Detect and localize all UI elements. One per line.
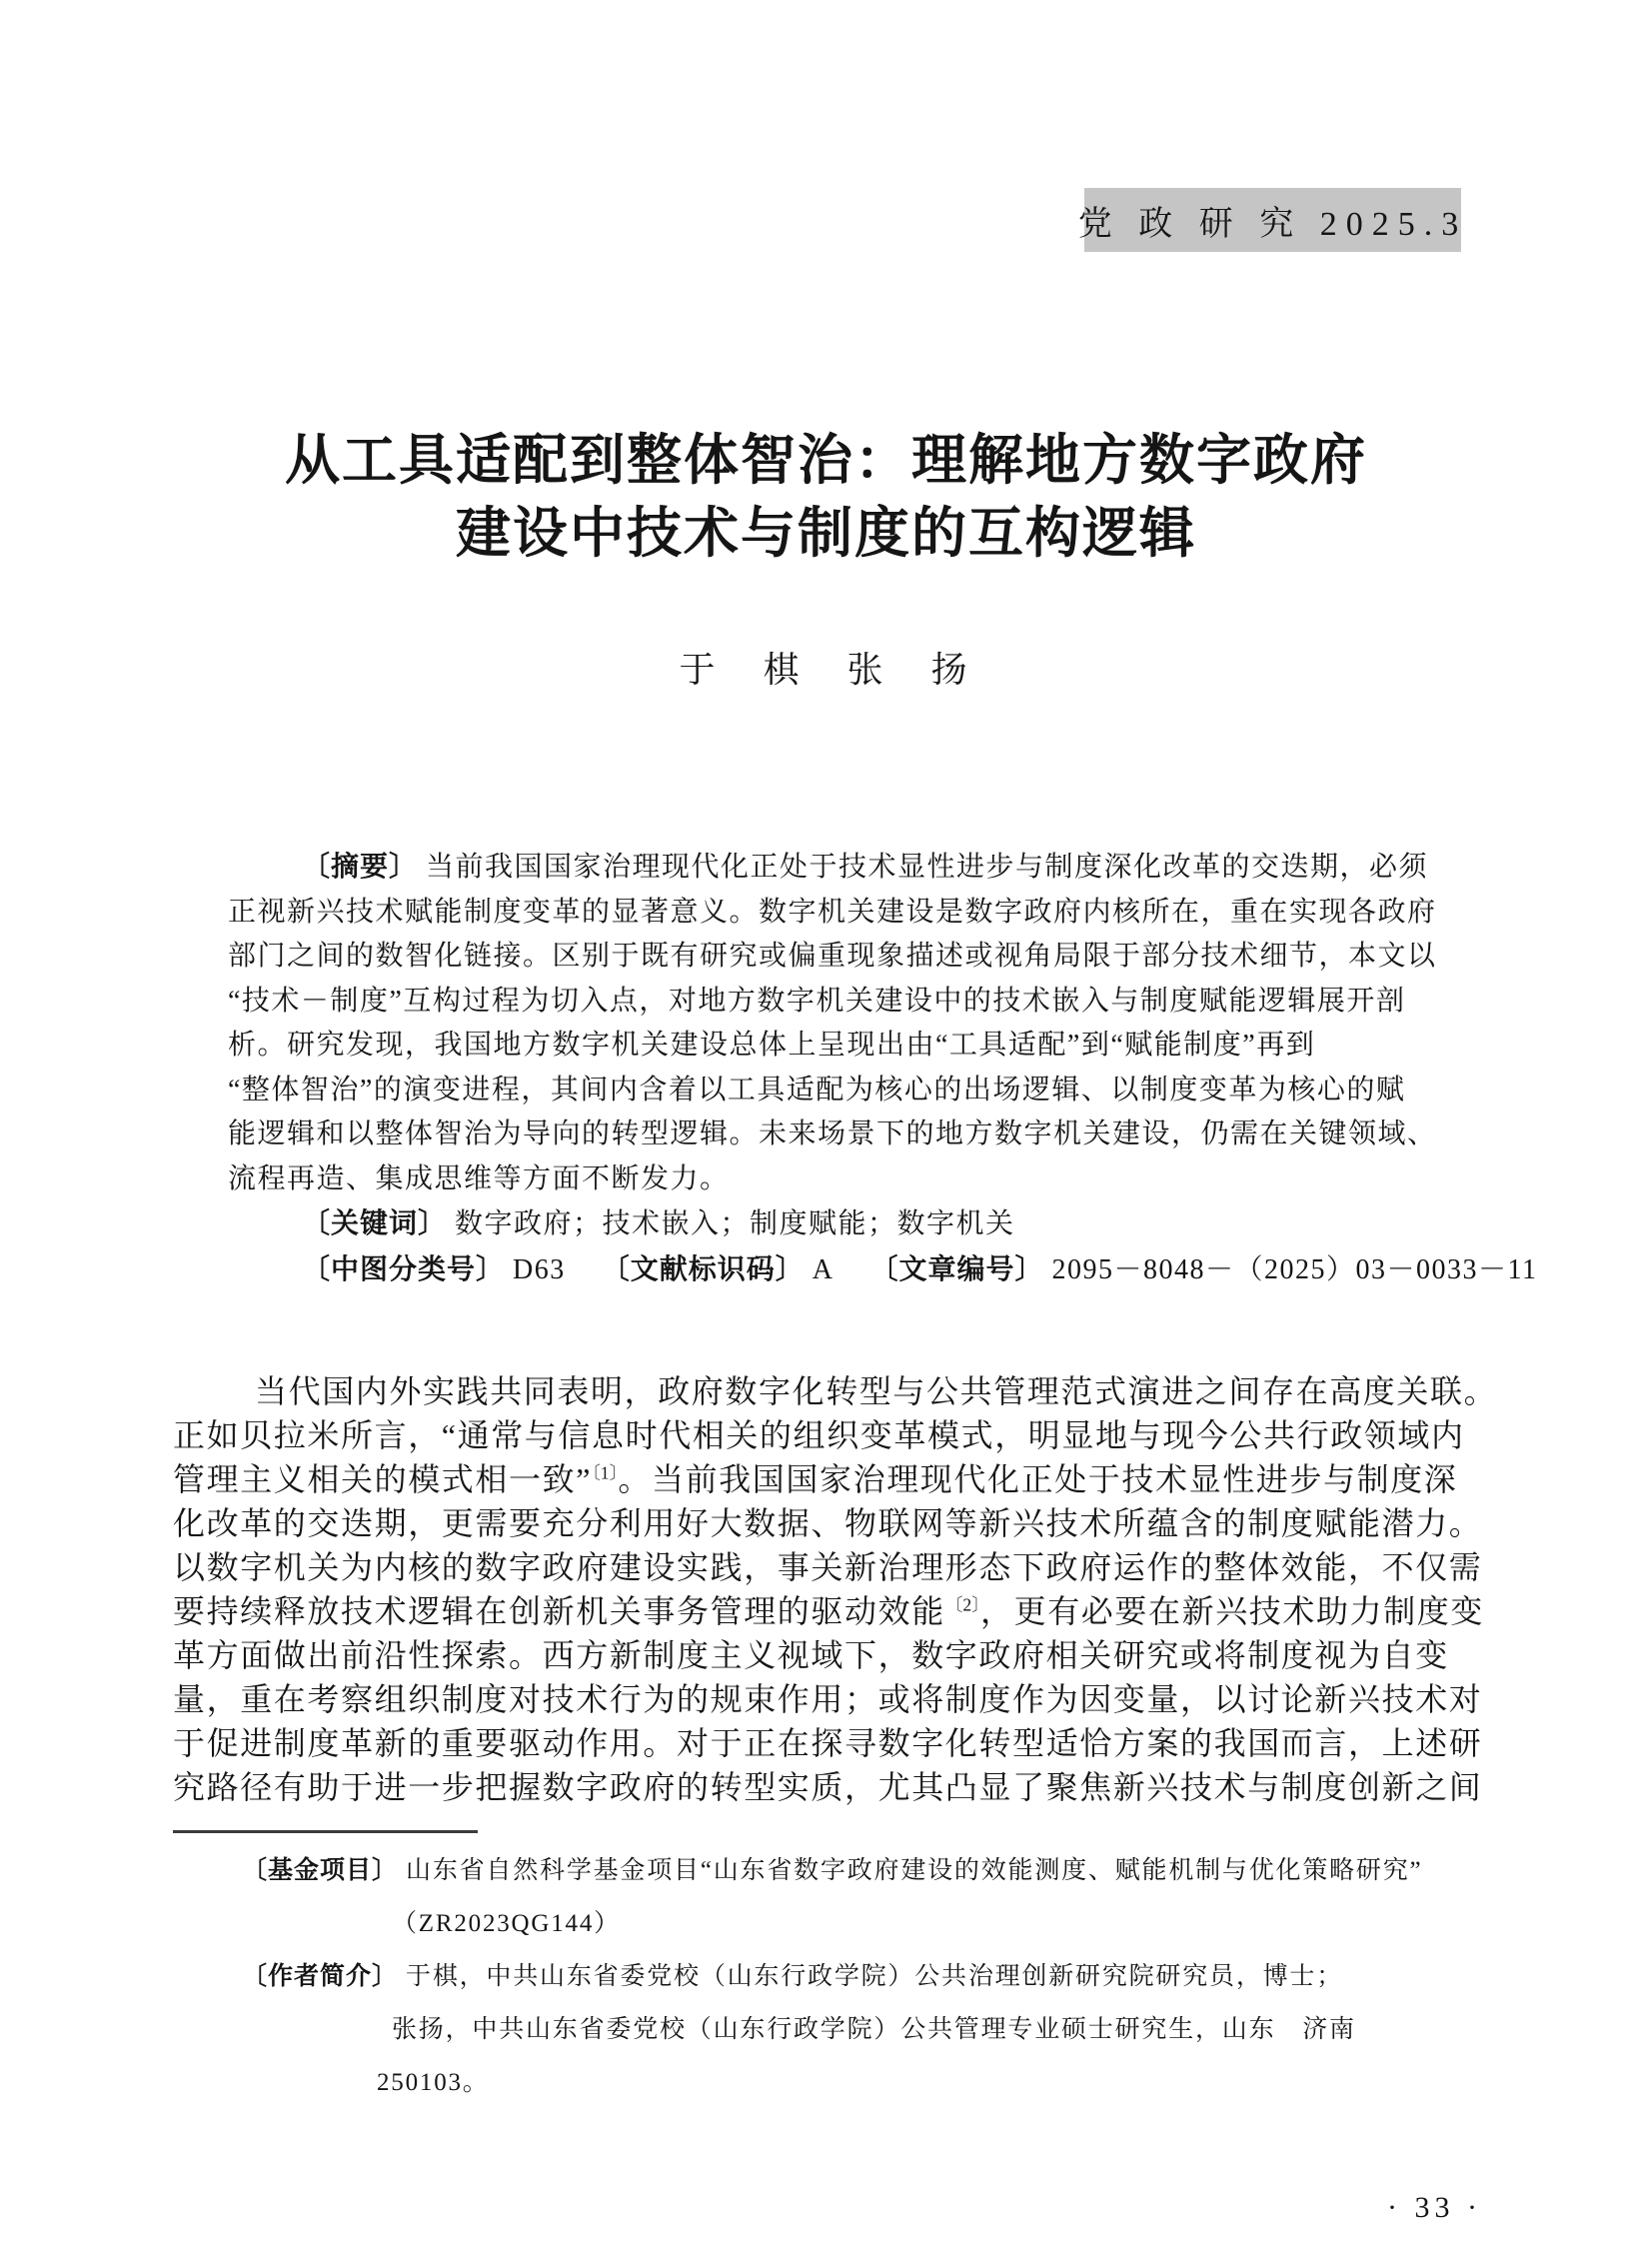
article-id-label: 〔文章编号〕 <box>869 1252 1044 1284</box>
fund-project-label: 〔基金项目〕 <box>242 1856 399 1884</box>
citation-ref-2: 〔2〕 <box>944 1594 980 1615</box>
clc-value: D63 <box>513 1253 566 1285</box>
body-paragraph <box>173 1369 1502 1809</box>
body-line: 化改革的交迭期，更需要充分利用好大数据、物联网等新兴技术所蕴含的制度赋能潜力。 <box>173 1505 1483 1541</box>
abstract-line: “整体智治”的演变进程，其间内含着以工具适配为核心的出场逻辑、以制度变革为核心的赋 <box>228 1074 1406 1106</box>
abstract-line: 流程再造、集成思维等方面不断发力。 <box>228 1162 730 1194</box>
body-text: 要持续释放技术逻辑在创新机关事务管理的驱动效能 <box>173 1593 945 1629</box>
abstract-line: “技术－制度”互构过程为切入点，对地方数字机关建设中的技术嵌入与制度赋能逻辑展开剖 <box>228 985 1406 1017</box>
journal-name-issue: 党 政 研 究 2025.3 <box>1077 205 1468 243</box>
abstract-line: 能逻辑和以整体智治为导向的转型逻辑。未来场景下的地方数字机关建设，仍需在关键领域、 <box>228 1119 1437 1149</box>
body-text: 。当前我国国家治理现代化正处于技术显性进步与制度深 <box>618 1461 1458 1497</box>
fund-project-line <box>242 1844 1501 1897</box>
keywords-line <box>228 1201 1487 1247</box>
clc-label: 〔中图分类号〕 <box>302 1252 506 1284</box>
body-line: 革方面做出前沿性探索。西方新制度主义视域下，数字政府相关研究或将制度视为自变 <box>173 1637 1449 1673</box>
fund-project-text: 山东省自然科学基金项目“山东省数字政府建设的效能测度、赋能机制与优化策略研究” <box>406 1857 1423 1884</box>
abstract-text: 当前我国国家治理现代化正处于技术显性进步与制度深化改革的交迭期，必须 <box>426 852 1429 883</box>
abstract-line: 部门之间的数智化链接。区别于既有研究或偏重现象描述或视角局限于部分技术细节，本文以 <box>228 941 1437 972</box>
doc-code-label: 〔文献标识码〕 <box>601 1252 805 1284</box>
abstract-line <box>228 845 1487 891</box>
author-bio-line2: 张扬，中共山东省委党校（山东行政学院）公共管理专业硕士研究生，山东 济南 <box>392 2016 1356 2043</box>
abstract-label: 〔摘要〕 <box>302 851 419 882</box>
author-bio-line3: 250103。 <box>377 2069 490 2096</box>
keywords-label: 〔关键词〕 <box>302 1207 448 1238</box>
author-bio-line <box>242 1950 1501 2003</box>
doc-code-group <box>602 1254 834 1285</box>
footnotes-block <box>242 1844 1501 2109</box>
body-line: 究路径有助于进一步把握数字政府的转型实质，尤其凸显了聚焦新兴技术与制度创新之间 <box>173 1769 1483 1805</box>
abstract-line: 正视新兴技术赋能制度变革的显著意义。数字机关建设是数字政府内核所在，重在实现各政府 <box>228 896 1437 928</box>
abstract-block <box>228 845 1538 1292</box>
article-id-value: 2095－8048－（2025）03－0033－11 <box>1051 1253 1538 1285</box>
fund-project-number: （ZR2023QG144） <box>392 1910 621 1937</box>
article-id-group <box>870 1254 1538 1285</box>
clc-group <box>302 1254 566 1285</box>
citation-ref-1: 〔1〕 <box>592 1462 619 1483</box>
doc-code-value: A <box>812 1253 834 1285</box>
body-line: 于促进制度革新的重要驱动作用。对于正在探寻数字化转型适恰方案的我国而言，上述研 <box>173 1725 1483 1761</box>
body-line: 量，重在考察组织制度对技术行为的规束作用；或将制度作为因变量，以讨论新兴技术对 <box>173 1681 1483 1717</box>
article-title-line1: 从工具适配到整体智治：理解地方数字政府 <box>284 430 1367 491</box>
authors: 于 棋 张 扬 <box>679 650 973 690</box>
body-line <box>173 1589 1502 1633</box>
journal-header-banner <box>1077 188 1468 252</box>
body-line: 以数字机关为内核的数字政府建设实践，事关新治理形态下政府运作的整体效能，不仅需 <box>173 1549 1483 1585</box>
author-bio-text: 于棋，中共山东省委党校（山东行政学院）公共治理创新研究院研究员，博士； <box>406 1963 1344 1990</box>
footnote-divider <box>173 1830 478 1833</box>
article-title-line2: 建设中技术与制度的互构逻辑 <box>455 503 1196 564</box>
keywords-text: 数字政府；技术嵌入；制度赋能；数字机关 <box>455 1208 1015 1239</box>
body-text: 管理主义相关的模式相一致” <box>173 1461 593 1497</box>
classification-line <box>228 1247 1538 1293</box>
page-number: · 33 · <box>1387 2191 1482 2224</box>
article-title <box>0 424 1652 570</box>
body-line: 当代国内外实践共同表明，政府数字化转型与公共管理范式演进之间存在高度关联。 <box>255 1373 1498 1409</box>
abstract-line: 析。研究发现，我国地方数字机关建设总体上呈现出由“工具适配”到“赋能制度”再到 <box>228 1030 1316 1061</box>
body-line: 正如贝拉米所言，“通常与信息时代相关的组织变革模式，明显地与现今公共行政领域内 <box>173 1417 1465 1453</box>
body-text: ，更有必要在新兴技术助力制度变 <box>980 1593 1485 1629</box>
body-line <box>173 1457 1502 1501</box>
author-bio-label: 〔作者简介〕 <box>242 1962 399 1990</box>
